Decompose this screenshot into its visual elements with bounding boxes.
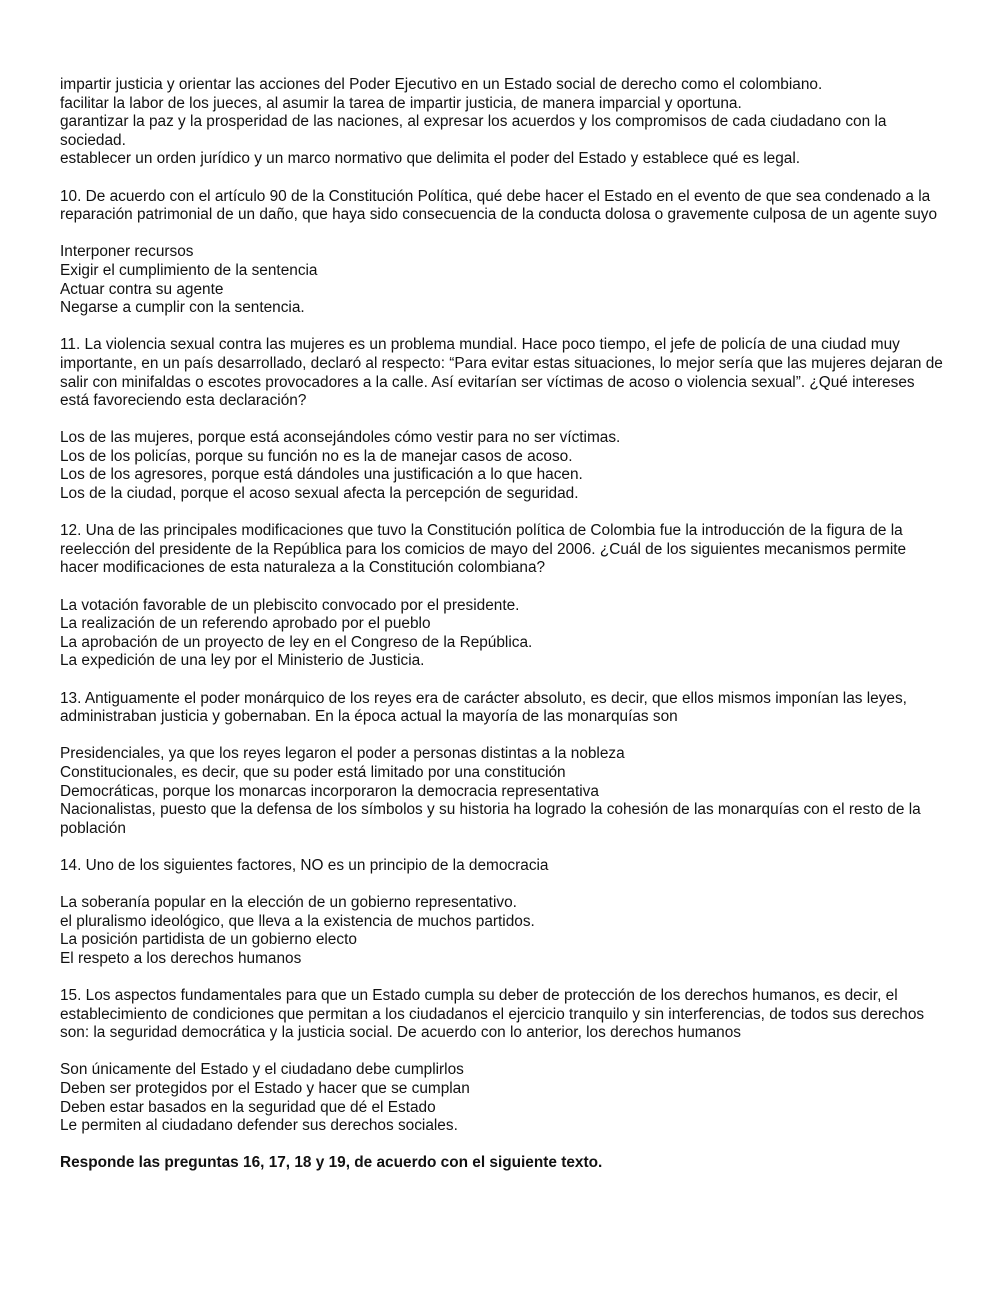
question-text: 11. La violencia sexual contra las mujeres es un problema mundial. Hace poco tiempo, el jefe de policía de una ciudad muy importante, en un país desarrollado, declaró al respecto: “Para evitar estas situaciones, lo mejor sería que las mujeres dejaran de salir con minifaldas o escotes provocadores a la calle. Así evitarían ser víctimas de acoso o violencia sexual”. ¿Qué intereses está favoreciendo esta declaración?: [60, 336, 943, 410]
question-14-options: [60, 894, 945, 968]
option-line: El respeto a los derechos humanos: [60, 949, 302, 967]
option-line: facilitar la labor de los jueces, al asumir la tarea de impartir justicia, de manera imparcial y oportuna.: [60, 94, 742, 112]
option-line: Presidenciales, ya que los reyes legaron el poder a personas distintas a la nobleza: [60, 745, 625, 763]
question-12-options: [60, 597, 945, 671]
option-line: Los de los agresores, porque está dándoles una justificación a lo que hacen.: [60, 466, 583, 484]
option-line: garantizar la paz y la prosperidad de las naciones, al expresar los acuerdos y los compromisos de cada ciudadano con la sociedad.: [60, 113, 887, 149]
option-line: Los de las mujeres, porque está aconsejándoles cómo vestir para no ser víctimas.: [60, 429, 621, 447]
option-line: La votación favorable de un plebiscito convocado por el presidente.: [60, 596, 520, 614]
question-10: [60, 188, 945, 225]
question-14: [60, 857, 945, 876]
question-text: 13. Antiguamente el poder monárquico de los reyes era de carácter absoluto, es decir, que ellos mismos imponían las leyes, administraban justicia y gobernaban. En la época actual la mayoría de las monarquías son: [60, 689, 907, 726]
question-12: [60, 522, 945, 578]
question-13: [60, 690, 945, 727]
option-line: Actuar contra su agente: [60, 280, 224, 298]
option-line: La aprobación de un proyecto de ley en el Congreso de la República.: [60, 633, 533, 651]
option-line: La soberanía popular en la elección de un gobierno representativo.: [60, 894, 517, 912]
option-line: impartir justicia y orientar las acciones del Poder Ejecutivo en un Estado social de derecho como el colombiano.: [60, 76, 823, 93]
intro-options: [60, 76, 945, 169]
option-line: Los de los policías, porque su función no es la de manejar casos de acoso.: [60, 447, 573, 465]
option-line: el pluralismo ideológico, que lleva a la existencia de muchos partidos.: [60, 912, 535, 930]
question-15: [60, 987, 945, 1043]
question-13-options: [60, 745, 945, 838]
option-line: La realización de un referendo aprobado por el pueblo: [60, 615, 431, 633]
option-line: Interponer recursos: [60, 243, 194, 261]
question-15-options: [60, 1061, 945, 1135]
footer-instruction: [60, 1154, 945, 1173]
option-line: Le permiten al ciudadano defender sus derechos sociales.: [60, 1117, 458, 1135]
option-line: Son únicamente del Estado y el ciudadano debe cumplirlos: [60, 1061, 464, 1079]
option-line: Los de la ciudad, porque el acoso sexual afecta la percepción de seguridad.: [60, 485, 579, 503]
instruction-text: Responde las preguntas 16, 17, 18 y 19, de acuerdo con el siguiente texto.: [60, 1154, 603, 1172]
option-line: Democráticas, porque los monarcas incorporaron la democracia representativa: [60, 782, 599, 800]
option-line: Negarse a cumplir con la sentencia.: [60, 299, 305, 317]
question-text: 14. Uno de los siguientes factores, NO es un principio de la democracia: [60, 856, 549, 874]
question-11-options: [60, 429, 945, 503]
option-line: La posición partidista de un gobierno electo: [60, 931, 357, 949]
document-page: [60, 76, 945, 1192]
question-10-options: [60, 243, 945, 317]
question-text: 12. Una de las principales modificaciones que tuvo la Constitución política de Colombia fue la introducción de la figura de la reelección del presidente de la República para los comicios de mayo del 2006. ¿Cuál de los siguientes mecanismos permite hacer modificaciones de esta naturaleza a la Constitución colombiana?: [60, 522, 907, 577]
option-line: establecer un orden jurídico y un marco normativo que delimita el poder del Estado y establece qué es legal.: [60, 150, 801, 168]
question-text: 10. De acuerdo con el artículo 90 de la Constitución Política, qué debe hacer el Estado en el evento de que sea condenado a la reparación patrimonial de un daño, que haya sido consecuencia de la conducta dolosa o gravemente culposa de un agente suyo: [60, 187, 938, 224]
question-11: [60, 336, 945, 410]
option-line: Deben estar basados en la seguridad que dé el Estado: [60, 1098, 436, 1116]
option-line: Constitucionales, es decir, que su poder está limitado por una constitución: [60, 763, 566, 781]
option-line: Deben ser protegidos por el Estado y hacer que se cumplan: [60, 1080, 470, 1098]
option-line: Exigir el cumplimiento de la sentencia: [60, 261, 318, 279]
question-text: 15. Los aspectos fundamentales para que un Estado cumpla su deber de protección de los derechos humanos, es decir, el establecimiento de condiciones que permitan a los ciudadanos el ejercicio tranquilo y sin interferencias, de todos sus derechos son: la seguridad democrática y la justicia social. De acuerdo con lo anterior, los derechos humanos: [60, 987, 925, 1042]
option-line: Nacionalistas, puesto que la defensa de los símbolos y su historia ha logrado la cohesión de las monarquías con el resto de la población: [60, 801, 921, 837]
option-line: La expedición de una ley por el Ministerio de Justicia.: [60, 652, 425, 670]
